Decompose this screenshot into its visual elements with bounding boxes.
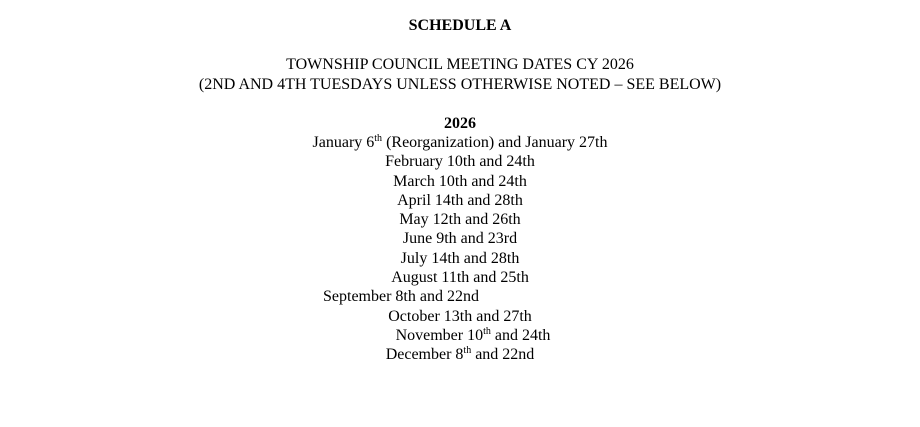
title-block	[0, 55, 920, 94]
title-line-1: TOWNSHIP COUNCIL MEETING DATES CY 2026	[286, 56, 634, 73]
date-august: August 11th and 25th	[391, 269, 529, 287]
year-heading: 2026	[444, 115, 476, 132]
date-april: April 14th and 28th	[397, 191, 523, 209]
date-july: July 14th and 28th	[400, 249, 520, 267]
title-line-2: (2ND AND 4TH TUESDAYS UNLESS OTHERWISE NOTED – SEE BELOW)	[198, 75, 722, 93]
date-november: November 10th and 24th	[395, 325, 551, 344]
schedule-heading: SCHEDULE A	[408, 17, 512, 34]
meeting-dates-list	[0, 133, 920, 365]
date-september: September 8th and 22nd	[323, 288, 479, 306]
date-march: March 10th and 24th	[393, 172, 527, 190]
date-may: May 12th and 26th	[399, 211, 521, 229]
date-october: October 13th and 27th	[388, 307, 532, 325]
date-december: December 8th and 22nd	[385, 345, 535, 364]
date-january: January 6th (Reorganization) and January 27th	[312, 133, 608, 151]
date-june: June 9th and 23rd	[402, 230, 518, 248]
date-february: February 10th and 24th	[385, 153, 535, 171]
